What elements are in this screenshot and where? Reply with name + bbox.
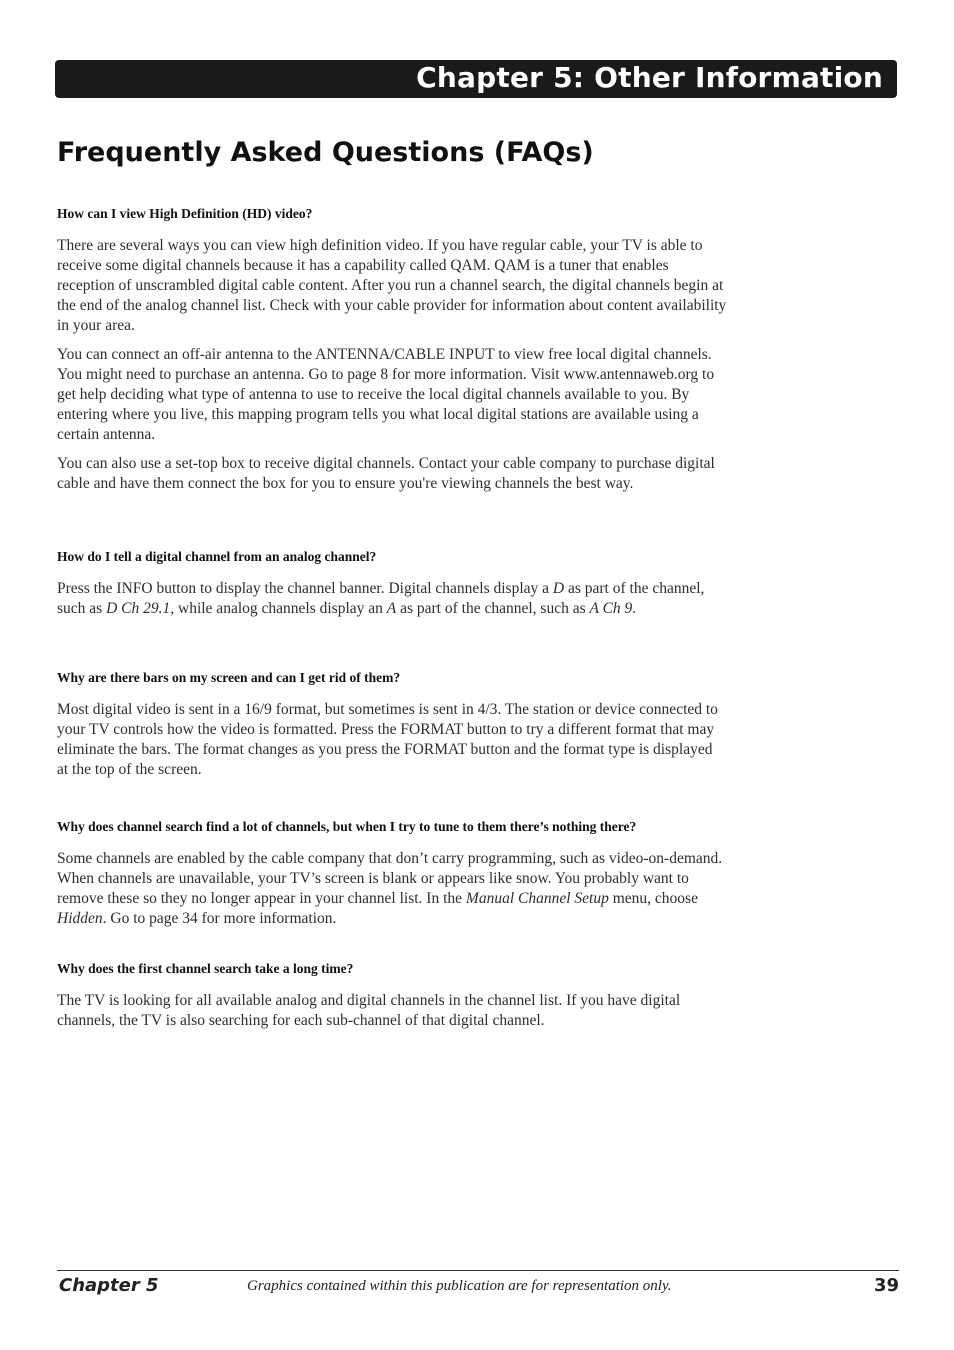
faq-answer-paragraph: Some channels are enabled by the cable company that don’t carry programming, such as video-on-demand. When channels are unavailable, your TV’s screen is blank or appears like snow. You probably want to remove these so they no longer appear in your channel list. In the Manual Channel Setup menu, choose Hidden. Go to page 34 for more information. <box>57 850 723 927</box>
faq-question: Why does channel search find a lot of channels, but when I try to tune to them there’s nothing there? <box>57 819 637 834</box>
footer-disclaimer: Graphics contained within this publication are for representation only. <box>247 1278 672 1294</box>
page-number: 39 <box>873 1275 899 1296</box>
faq-answer-paragraph: You can also use a set-top box to receive digital channels. Contact your cable company to purchase digital cable and have them connect the box for you to ensure you're viewing channels the best way. <box>57 455 715 492</box>
faq-question: How do I tell a digital channel from an analog channel? <box>57 549 377 564</box>
faq-answer-paragraph: You can connect an off-air antenna to the ANTENNA/CABLE INPUT to view free local digital channels. You might need to purchase an antenna. Go to page 8 for more information. Visit www.antennaweb.org to get help deciding what type of antenna to use to receive the local digital channels available to you. By entering where you live, this mapping program tells you what local digital stations are available using a certain antenna. <box>57 346 715 443</box>
faq-question: How can I view High Definition (HD) video? <box>57 206 313 221</box>
chapter-header-bar <box>55 60 897 98</box>
faq-question: Why are there bars on my screen and can I get rid of them? <box>57 670 401 685</box>
faq-channel-search-nothing <box>57 819 727 938</box>
page-title: Frequently Asked Questions (FAQs) <box>57 137 594 168</box>
footer-chapter-label: Chapter 5 <box>59 1275 159 1296</box>
chapter-title: Chapter 5: Other Information <box>416 61 883 94</box>
faq-hd-video <box>57 206 727 503</box>
faq-first-search-time <box>57 961 727 1040</box>
faq-question: Why does the first channel search take a long time? <box>57 961 354 976</box>
faq-screen-bars <box>57 670 727 789</box>
faq-answer-paragraph: Press the INFO button to display the channel banner. Digital channels display a D as part of the channel, such as D Ch 29.1, while analog channels display an A as part of the channel, such as A Ch 9. <box>57 580 705 617</box>
faq-digital-vs-analog <box>57 549 727 628</box>
faq-answer-paragraph: The TV is looking for all available analog and digital channels in the channel list. If you have digital channels, the TV is also searching for each sub-channel of that digital channel. <box>57 992 681 1029</box>
faq-answer-paragraph: There are several ways you can view high definition video. If you have regular cable, your TV is able to receive some digital channels because it has a capability called QAM. QAM is a tuner that enables reception of unscrambled digital cable content. After you run a channel search, the digital channels begin at the end of the analog channel list. Check with your cable provider for information about content availability in your area. <box>57 237 727 334</box>
faq-answer-paragraph: Most digital video is sent in a 16/9 format, but sometimes is sent in 4/3. The station or device connected to your TV controls how the video is formatted. Press the FORMAT button to try a different format that may eliminate the bars. The format changes as you press the FORMAT button and the format type is displayed at the top of the screen. <box>57 701 718 778</box>
footer-divider <box>57 1270 899 1271</box>
